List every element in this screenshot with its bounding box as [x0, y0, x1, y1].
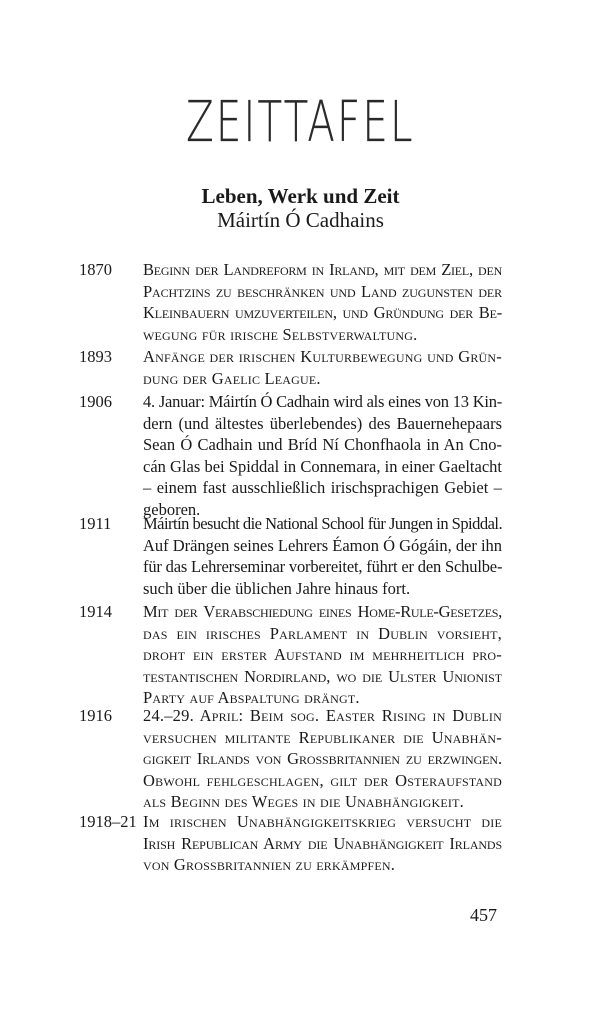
entry-year: 1893 [79, 347, 112, 366]
entry-text [143, 513, 502, 599]
subtitle-line-2: Máirtín Ó Cadhains [217, 208, 384, 232]
entry-year: 1870 [79, 260, 112, 279]
page-title: ZEITTAFEL [186, 90, 415, 155]
entry-text-line: Sean Ó Cadhain und Bríd Ní Chonfhaola in An Cno- [143, 435, 502, 454]
entry-text-line: als Beginn des Weges in die Unabhängigkeit. [143, 792, 464, 811]
entry-text-line: das ein irisches Parlament in Dublin vorsieht, [143, 623, 502, 643]
entry-text-line: Anfänge der irischen Kulturbewegung und Grün- [143, 347, 502, 366]
entry-text-line: gigkeit Irlands von Grossbritannien zu erzwingen. [143, 749, 502, 768]
entry-text-line: Party auf Abspaltung drängt. [143, 688, 360, 707]
entry-text-line: 4. Januar: Máirtín Ó Cadhain wird als eines von 13 Kin- [143, 392, 502, 411]
entry-text-line: wegung für irische Selbstverwaltung. [143, 324, 418, 344]
entry-text-line: – einem fast ausschließlich irischsprachigen Gebiet – [143, 478, 502, 497]
entry-text-line: Mit der Verabschiedung eines Home-Rule-Gesetzes, [143, 602, 502, 621]
entry-text-line: such über die üblichen Jahre hinaus fort. [143, 578, 411, 598]
entry-text-line: Beginn der Landreform in Irland, mit dem Ziel, den [143, 260, 502, 279]
entry-year: 1914 [79, 602, 112, 621]
entry-text-line: versuchen militante Republikaner die Unabhän- [143, 727, 502, 747]
entry-text-line: Irish Republican Army die Unabhängigkeit Irlands [143, 833, 502, 853]
entry-text-line: für das Lehrerseminar vorbereitet, führt er den Schulbe- [143, 557, 503, 576]
entry-text-line: von Grossbritannien zu erkämpfen. [143, 855, 396, 874]
entry-text-line: dung der Gaelic League. [143, 368, 321, 388]
entry-text-line: geboren. [143, 499, 201, 519]
entry-text [143, 601, 502, 709]
entry-text-line: 24.–29. April: Beim sog. Easter Rising in Dublin [143, 706, 502, 725]
entry-text-line: Im irischen Unabhängigkeitskrieg versucht die [143, 812, 502, 831]
entry-text-line: droht ein erster Aufstand im mehrheitlich pro- [143, 645, 502, 664]
entry-text-line: Pachtzins zu beschränken und Land zugunsten der [143, 281, 502, 301]
entry-text-line: testantischen Nordirland, wo die Ulster Unionist [143, 666, 502, 686]
page-number: 457 [470, 905, 497, 925]
entry-text-line: Auf Drängen seines Lehrers Éamon Ó Gógáin, der ihn [143, 535, 502, 555]
entry-text-line: Obwohl fehlgeschlagen, gilt der Osteraufstand [143, 770, 502, 790]
entry-text-line: Máirtín besucht die National School für Jungen in Spiddal. [143, 514, 503, 533]
entry-text-line: cán Glas bei Spiddal in Connemara, in einer Gaeltacht [143, 456, 502, 476]
entry-text [143, 705, 502, 813]
entry-text [143, 346, 502, 389]
entry-year: 1906 [79, 392, 112, 411]
entry-year: 1918–21 [79, 812, 137, 831]
entry-text [143, 259, 502, 345]
entry-year: 1916 [79, 706, 112, 725]
entry-year: 1911 [79, 514, 112, 533]
subtitle-line-1: Leben, Werk und Zeit [201, 184, 400, 208]
entry-text [143, 811, 502, 876]
entry-text-line: dern (und ältestes überlebendes) des Bauernehepaars [143, 413, 502, 433]
entry-text-line: Kleinbauern umzuverteilen, und Gründung der Be- [143, 303, 502, 322]
entry-text [143, 391, 502, 520]
